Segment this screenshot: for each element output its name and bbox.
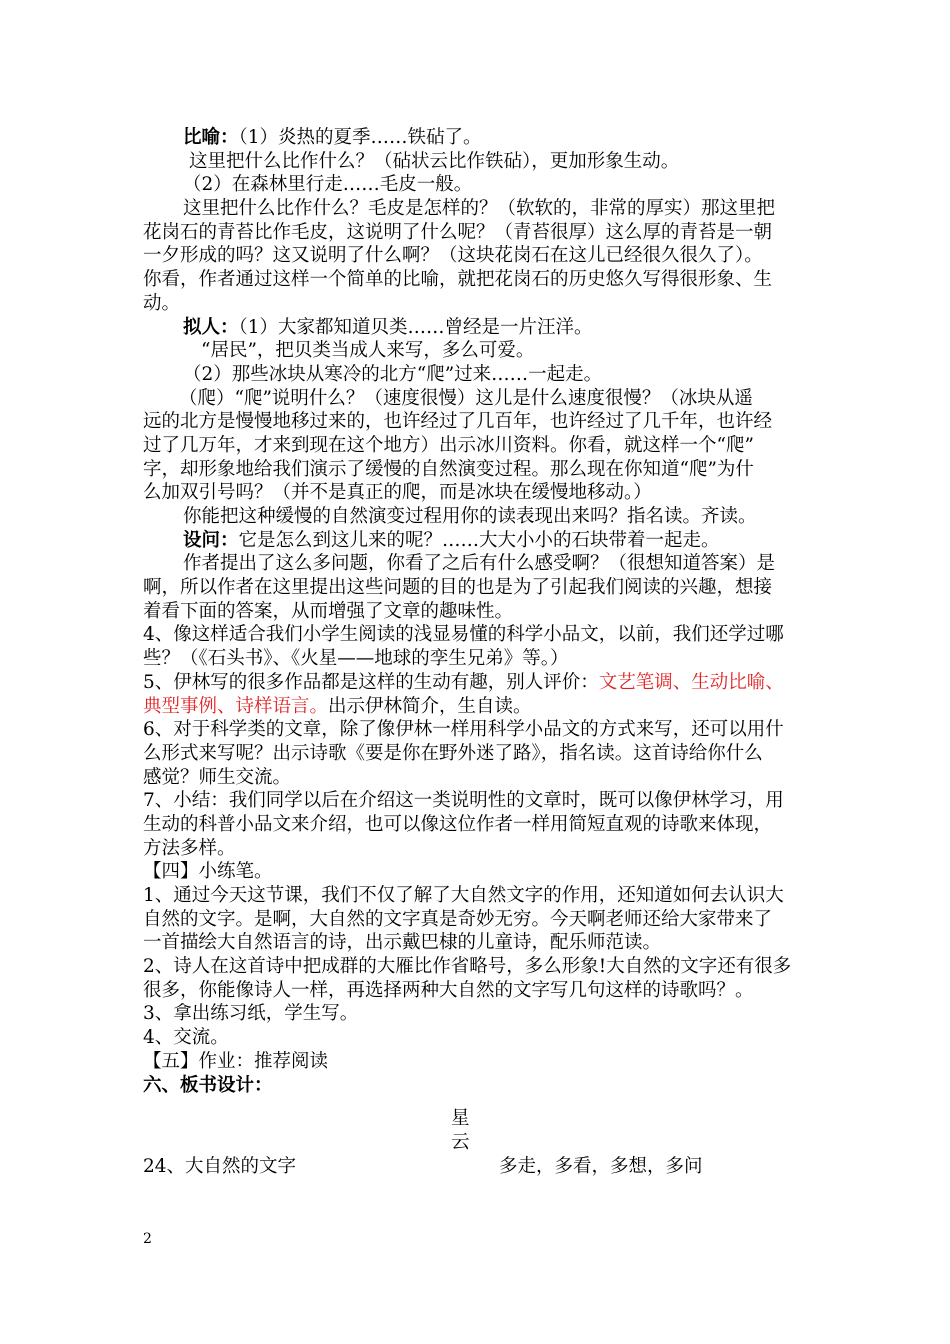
board-row: [143, 1155, 813, 1179]
highlighted-text: 典型事例、诗样语言。: [143, 695, 329, 717]
line-text: 一首描绘大自然语言的诗，出示戴巴棣的儿童诗，配乐师范读。: [143, 932, 662, 954]
document-body: [143, 126, 813, 1178]
line-text: 过了几万年，才来到现在这个地方）出示冰川资料。你看，就这样一个“爬”: [143, 434, 754, 456]
paragraph-line: [143, 150, 813, 174]
line-text: 它是怎么到这儿来的呢？……大大小小的石块带着一起走。: [238, 529, 720, 551]
paragraph-line: [143, 671, 813, 695]
line-text: 很多，你能像诗人一样，再选择两种大自然的文字写几句这样的诗歌吗？。: [143, 979, 754, 1001]
paragraph-line: [143, 221, 813, 245]
paragraph-line: [143, 363, 813, 387]
line-text: 花岗石的青苔比作毛皮，这说明了什么呢？（青苔很厚）这么厚的青苔是一朝: [143, 221, 773, 243]
paragraph-line: [143, 979, 813, 1003]
paragraph-line: [143, 339, 813, 363]
line-text: 动。: [143, 292, 181, 314]
section-label: 拟人：: [183, 316, 239, 338]
paragraph-line: [143, 576, 813, 600]
paragraph-line: [143, 173, 813, 197]
paragraph-line: [143, 908, 813, 932]
line-text: 你看，作者通过这样一个简单的比喻，就把花岗石的历史悠久写得很形象、生: [143, 269, 773, 291]
paragraph-line: [143, 268, 813, 292]
line-text: 作者提出了这么多问题，你看了之后有什么感受啊？（很想知道答案）是: [183, 553, 776, 575]
board-title: 24、大自然的文字: [143, 1155, 297, 1177]
paragraph-line: [143, 244, 813, 268]
line-text: 么形式来写呢？出示诗歌《要是你在野外迷了路》，指名读。这首诗给你什么: [143, 742, 763, 764]
line-text: 4、像这样适合我们小学生阅读的浅显易懂的科学小品文，以前，我们还学过哪: [143, 624, 784, 646]
paragraph-line: [143, 623, 813, 647]
paragraph-line: [143, 552, 813, 576]
section-label: 设问：: [183, 529, 239, 551]
paragraph-line: [143, 1002, 813, 1026]
line-text: （2）在森林里行走……毛皮一般。: [183, 174, 473, 196]
board-top-char: [143, 1107, 813, 1131]
paragraph-line: [143, 434, 813, 458]
paragraph-line: [143, 410, 813, 434]
paragraph-line: [143, 292, 813, 316]
line-text: 4、交流。: [143, 1027, 229, 1049]
line-text: （爬）“爬”说明什么？（速度很慢）这儿是什么速度很慢？（冰块从遥: [179, 387, 753, 409]
paragraph-line: [143, 1026, 813, 1050]
line-text: 着看下面的答案，从而增强了文章的趣味性。: [143, 600, 514, 622]
paragraph-line: [143, 742, 813, 766]
section-label: 六、板书设计：: [143, 1074, 273, 1096]
paragraph-line: [143, 529, 813, 553]
line-text: 你能把这种缓慢的自然演变过程用你的读表现出来吗？指名读。齐读。: [183, 506, 757, 527]
line-text: “居民”，把贝类当成人来写，多么可爱。: [201, 340, 535, 362]
line-text: 1、通过今天这节课，我们不仅了解了大自然文字的作用，还知道如何去认识大: [143, 885, 784, 906]
paragraph-line: [143, 458, 813, 482]
board-top-char: [143, 1131, 813, 1155]
line-text: 出示伊林简介，生自读。: [328, 695, 532, 717]
line-text: 感觉？师生交流。: [143, 766, 292, 788]
paragraph-line: [143, 955, 813, 979]
section-heading: [143, 860, 813, 884]
paragraph-line: [143, 600, 813, 624]
paragraph-line: [143, 505, 813, 529]
paragraph-line: [143, 387, 813, 411]
section-heading: [143, 1050, 813, 1074]
line-text: 啊，所以作者在这里提出这些问题的目的也是为了引起我们阅读的兴趣，想接: [143, 577, 773, 599]
board-char: 云: [451, 1131, 470, 1153]
line-text: 生动的科普小品文来介绍，也可以像这位作者一样用简短直观的诗歌来体现，: [143, 813, 773, 835]
line-text: 自然的文字。是啊，大自然的文字真是奇妙无穷。今天啊老师还给大家带来了: [143, 908, 773, 930]
paragraph-line: [143, 126, 813, 150]
line-text: 远的北方是慢慢地移过来的，也许经过了几百年，也许经过了几千年，也许经: [143, 411, 773, 433]
line-text: 3、拿出练习纸，学生写。: [143, 1003, 359, 1025]
paragraph-line: [143, 837, 813, 861]
line-text: 【五】作业：推荐阅读: [143, 1050, 329, 1072]
line-text: 这里把什么比作什么？（砧状云比作铁砧），更加形象生动。: [189, 150, 680, 172]
line-text: 方法多样。: [143, 837, 236, 859]
paragraph-line: [143, 789, 813, 813]
line-text: 5、伊林写的很多作品都是这样的生动有趣，别人评价：: [143, 671, 599, 693]
line-text: （1）炎热的夏季……铁砧了。: [238, 127, 482, 148]
line-text: （1）大家都知道贝类……曾经是一片汪洋。: [238, 316, 593, 338]
line-text: 7、小结：我们同学以后在介绍这一类说明性的文章时，既可以像伊林学习，用: [143, 790, 784, 812]
paragraph-line: [143, 718, 813, 742]
paragraph-line: [143, 647, 813, 671]
line-text: 【四】小练笔。: [143, 861, 273, 883]
paragraph-line: [143, 766, 813, 790]
page-number: 2: [143, 1231, 152, 1247]
paragraph-line: [143, 481, 813, 505]
board-summary: 多走，多看，多想，多问: [499, 1155, 703, 1177]
line-text: 这里把什么比作什么？毛皮是怎样的？（软软的，非常的厚实）那这里把: [183, 198, 776, 220]
paragraph-line: [143, 695, 813, 719]
line-text: 一夕形成的吗？这又说明了什么啊？（这块花岗石在这儿已经很久很久了）。: [143, 245, 763, 267]
paragraph-line: [143, 931, 813, 955]
line-text: （2）那些冰块从寒冷的北方“爬”过来……一起走。: [183, 363, 603, 385]
paragraph-line: [143, 884, 813, 908]
highlighted-text: 文艺笔调、生动比喻、: [598, 671, 784, 693]
line-text: 字，却形象地给我们演示了缓慢的自然演变过程。那么现在你知道“爬”为什: [143, 458, 754, 480]
line-text: 些？（《石头书》、《火星——地球的孪生兄弟》等。）: [143, 648, 569, 670]
paragraph-line: [143, 197, 813, 221]
section-label: 比喻：: [183, 127, 239, 148]
line-text: 2、诗人在这首诗中把成群的大雁比作省略号，多么形象!大自然的文字还有很多: [143, 956, 792, 978]
paragraph-line: [143, 316, 813, 340]
line-text: 6、对于科学类的文章，除了像伊林一样用科学小品文的方式来写，还可以用什: [143, 719, 784, 741]
board-char: 星: [451, 1108, 470, 1130]
line-text: 么加双引号吗？（并不是真正的爬，而是冰块在缓慢地移动。）: [143, 482, 652, 504]
section-heading: [143, 1074, 813, 1098]
paragraph-line: [143, 813, 813, 837]
